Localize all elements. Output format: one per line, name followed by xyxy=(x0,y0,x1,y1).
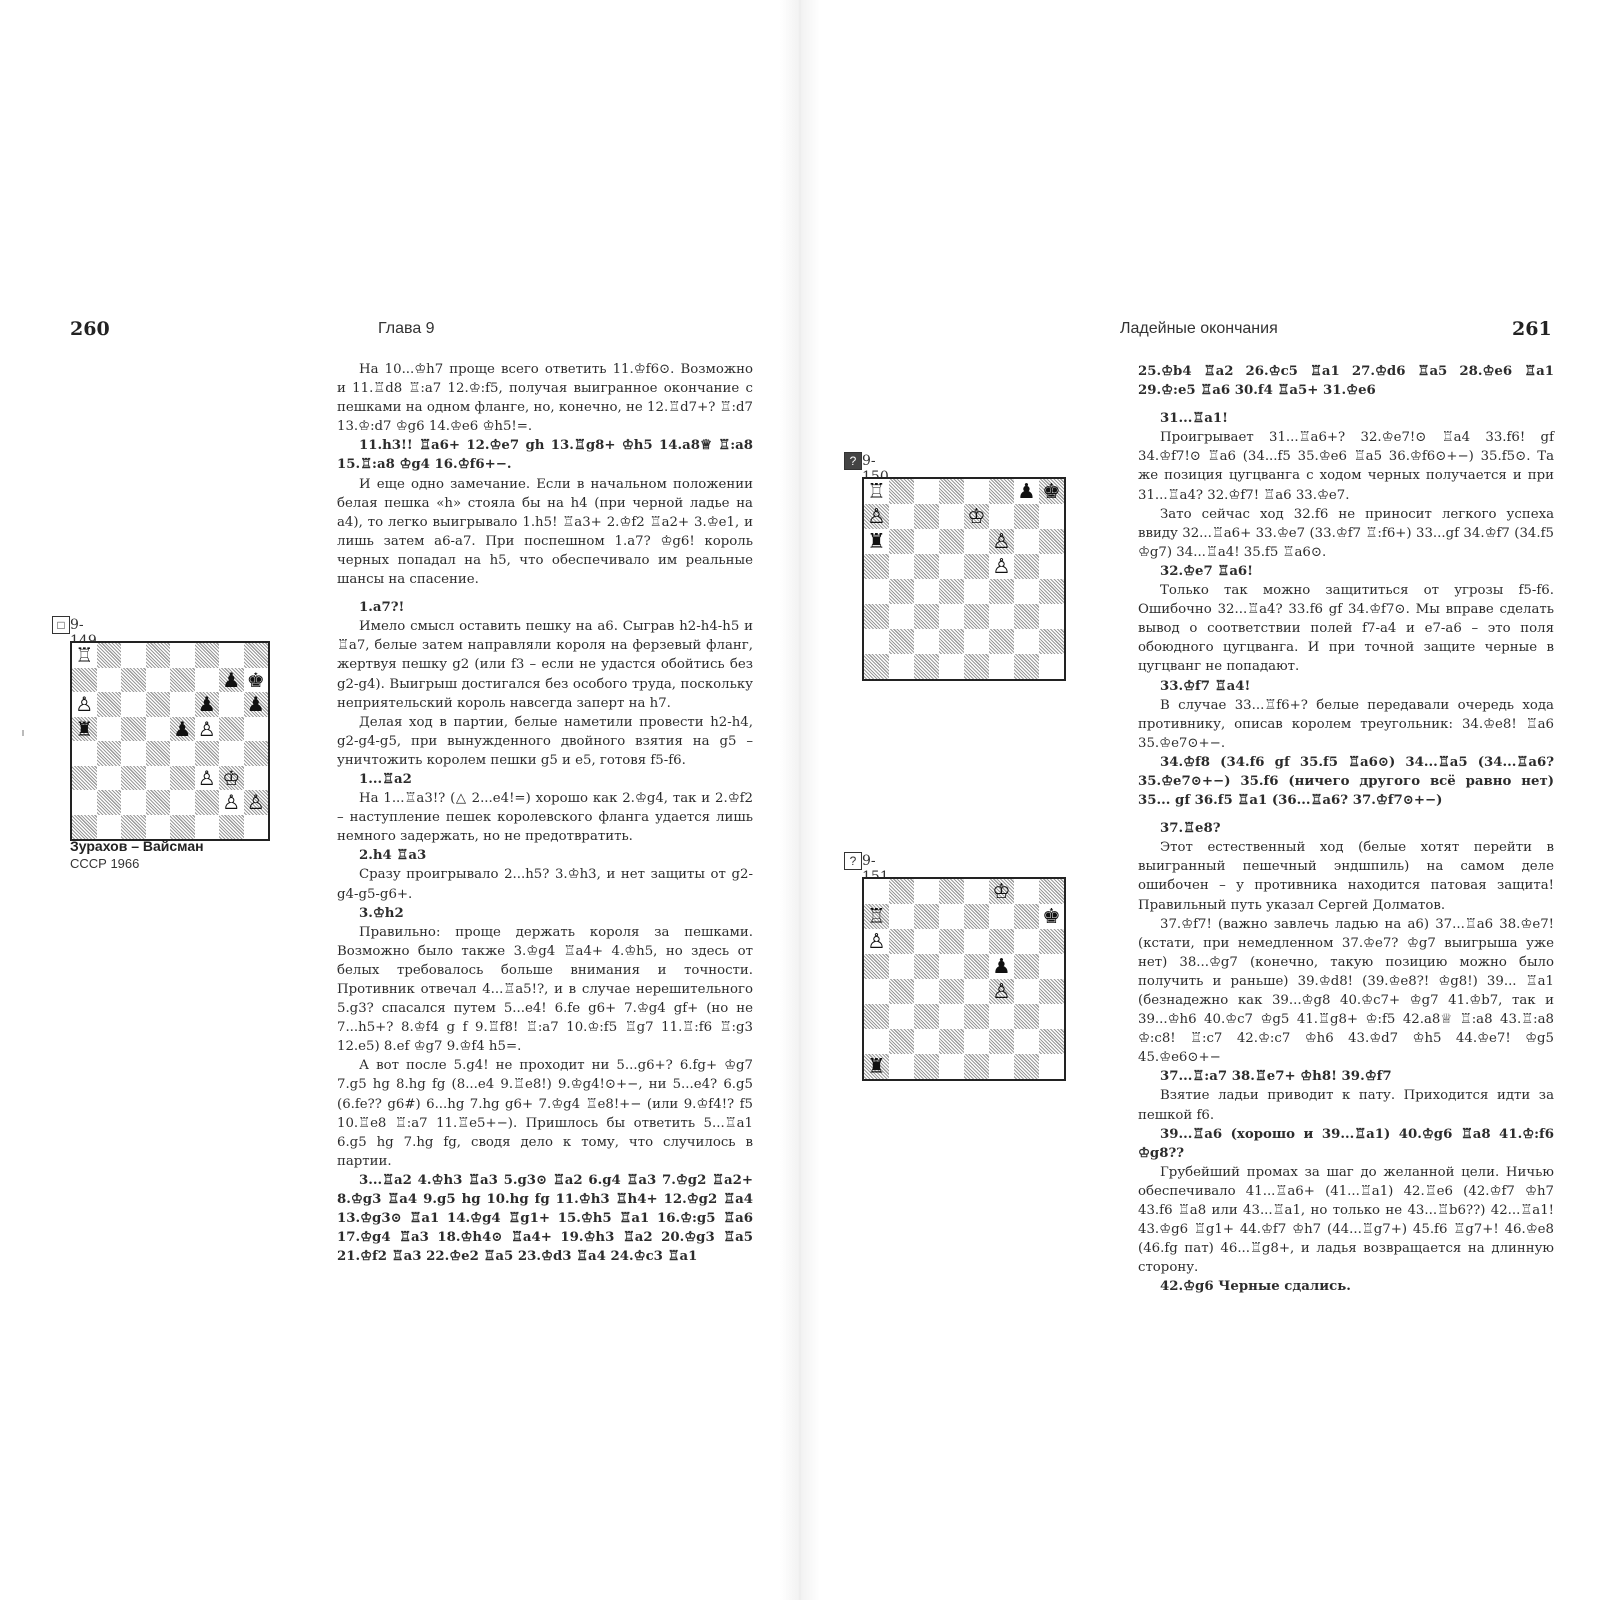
move-line: 31...♖a1! xyxy=(1160,411,1229,427)
board-square xyxy=(939,929,964,954)
board-square xyxy=(989,579,1014,604)
board-square xyxy=(889,1029,914,1054)
board-square xyxy=(939,579,964,604)
game-place-year: СССР 1966 xyxy=(70,856,140,871)
chess-piece-icon: ♙ xyxy=(992,979,1011,1004)
move-line: 34.♔f8 (34.f6 gf 35.f5 ♖a6⊙) 34...♖a5 (34...♖a6? 35.♔e7⊙+−) 35.f6 (ничего другого всё равно нет) 35... gf 36.f5 ♖a1 (36...♖a6? 37.♔f7⊙+−) xyxy=(1138,754,1554,809)
board-square xyxy=(146,643,171,668)
chess-piece-icon: ♙ xyxy=(197,765,216,790)
board-square xyxy=(219,643,244,668)
board-square xyxy=(914,629,939,654)
board-square xyxy=(195,815,220,840)
board-square xyxy=(1014,529,1039,554)
board-square xyxy=(939,879,964,904)
board-square xyxy=(889,604,914,629)
commentary-paragraph: И еще одно замечание. Если в начальном положении белая пешка «h» стояла бы на h4 (при черной ладье на a4), то легко выигрывало 1.h5! ♖a3+ 2.♔f2 ♖a2+ 3.♔e1, и лишь затем a6-a7. При поспешном 1.a7? ♔g6! король черных попадал на h5, что обеспечивало им реальные шансы на спасение. xyxy=(337,476,753,588)
board-square xyxy=(1014,579,1039,604)
board-square xyxy=(146,741,171,766)
board-square xyxy=(964,979,989,1004)
move-line: 1...♖a2 xyxy=(359,771,412,787)
chess-board xyxy=(70,641,270,841)
chess-piece-icon: ♔ xyxy=(967,504,986,529)
board-square xyxy=(97,643,122,668)
board-square xyxy=(170,692,195,717)
board-square xyxy=(170,643,195,668)
side-to-move-mark: ? xyxy=(844,452,862,470)
side-to-move-mark: ? xyxy=(844,852,862,870)
board-square xyxy=(1014,629,1039,654)
board-square xyxy=(864,879,889,904)
side-to-move-mark: □ xyxy=(52,616,70,634)
running-head-left: Глава 9 xyxy=(378,320,435,337)
board-square xyxy=(195,741,220,766)
board-square xyxy=(1014,1029,1039,1054)
move-line: 1.a7?! xyxy=(359,600,405,616)
board-square xyxy=(1014,554,1039,579)
board-square xyxy=(1014,604,1039,629)
chess-piece-icon: ♔ xyxy=(222,765,241,790)
board-square xyxy=(939,529,964,554)
board-square xyxy=(939,629,964,654)
board-square xyxy=(889,979,914,1004)
commentary-paragraph: 37.♔f7! (важно завлечь ладью на a6) 37...♖a6 38.♔e7! (кстати, при немедленном 37.♔e7? ♔g7 выигрыша уже нет) 38...♔g7 (конечно, такую позицию можно было получить и раньше) 39.♔d8! (39.♔e8?! ♔g8!) 39... ♖a1 (безнадежно как 39...♔g8 40.♔c7+ ♔g7 41.♔b7, так и 39...♔h6 40.♔c7 ♔g5 41.♖g8+ ♔:f5 42.a8♕ ♖:a8 43.♖:a8 ♔:c8! ♖:c7 42.♔:c7 ♔h6 43.♔d7 ♔h5 44.♔e7! ♔g5 45.♔e6⊙+− xyxy=(1138,916,1554,1066)
board-square xyxy=(1014,879,1039,904)
board-square xyxy=(914,904,939,929)
chess-piece-icon: ♚ xyxy=(1042,904,1061,929)
board-square xyxy=(964,904,989,929)
board-square xyxy=(989,1004,1014,1029)
board-square xyxy=(964,879,989,904)
commentary-paragraph: Правильно: проще держать короля за пешками. Возможно было также 3.♔g4 ♖a4+ 4.♔h5, но здесь от белых требовалось больше внимания и точности. Противник отвечал 4...♖a5!?, и в случае нерешительного 5.g3? спасался путем 5...e4! 6.fe g6+ 7.♔g4 gf+ (но не 7...h5+? 8.♔f4 g f 9.♖f8! ♖:a7 10.♔:f5 ♖g7 11.♖:f6 ♖:g3 12.e5) 8.ef ♔g7 9.♔f4 h5=. xyxy=(337,924,753,1055)
move-line: 37.♖e8? xyxy=(1160,821,1221,837)
commentary-paragraph: На 1...♖a3!? (△ 2...e4!=) хорошо как 2.♔g4, так и 2.♔f2 – наступление пешек королевского фланга удается лишь немного задержать, но не предотвратить. xyxy=(337,791,753,845)
board-square xyxy=(964,579,989,604)
board-square xyxy=(1039,579,1064,604)
chess-piece-icon: ♙ xyxy=(867,929,886,954)
board-square xyxy=(121,717,146,742)
board-square xyxy=(989,929,1014,954)
commentary-paragraph: Только так можно защититься от угрозы f5-f6. Ошибочно 32...♖a4? 33.f6 gf 34.♔f7⊙. Мы вправе сделать вывод о соответствии полей f7-a4 и e7-a6 – это поля обоюдного цугцванга. И при точной защите черные в цугцванг не попадают. xyxy=(1138,583,1554,675)
board-square xyxy=(964,954,989,979)
board-square xyxy=(1039,504,1064,529)
chess-piece-icon: ♟ xyxy=(173,716,192,741)
board-square xyxy=(864,1029,889,1054)
board-square xyxy=(1014,904,1039,929)
board-square xyxy=(864,579,889,604)
board-square xyxy=(989,1029,1014,1054)
board-square xyxy=(1014,979,1039,1004)
board-square xyxy=(939,504,964,529)
board-square xyxy=(97,766,122,791)
board-square xyxy=(964,479,989,504)
board-square xyxy=(989,479,1014,504)
board-square xyxy=(146,692,171,717)
board-square xyxy=(219,692,244,717)
board-square xyxy=(244,741,269,766)
board-square xyxy=(939,979,964,1004)
right-page xyxy=(810,0,1600,1600)
chess-piece-icon: ♚ xyxy=(246,667,265,692)
board-square xyxy=(889,629,914,654)
board-square xyxy=(914,504,939,529)
board-square xyxy=(914,954,939,979)
board-square xyxy=(72,668,97,693)
chess-piece-icon: ♖ xyxy=(867,479,886,504)
board-square xyxy=(864,979,889,1004)
board-square xyxy=(914,1004,939,1029)
board-square xyxy=(939,954,964,979)
page-number-left: 260 xyxy=(70,318,110,340)
board-square xyxy=(1039,979,1064,1004)
chess-piece-icon: ♙ xyxy=(992,554,1011,579)
board-square xyxy=(97,717,122,742)
move-line: 3...♖a2 4.♔h3 ♖a3 5.g3⊙ ♖a2 6.g4 ♖a3 7.♔g2 ♖a2+ 8.♔g3 ♖a4 9.g5 hg 10.hg fg 11.♔h3 ♖h4+ 12.♔g2 ♖a4 13.♔g3⊙ ♖a1 14.♔g4 ♖g1+ 15.♔h5 ♖a1 16.♔:g5 ♖a6 17.♔g4 ♖a3 18.♔h4⊙ ♖a4+ 19.♔h3 ♖a2 20.♔g3 ♖a5 21.♔f2 ♖a3 22.♔e2 ♖a5 23.♔d3 ♖a4 24.♔c3 ♖a1 xyxy=(337,1172,753,1265)
right-text-column xyxy=(1138,362,1554,1297)
chess-piece-icon: ♚ xyxy=(1042,479,1061,504)
board-square xyxy=(146,668,171,693)
board-square xyxy=(170,790,195,815)
board-square xyxy=(964,929,989,954)
board-square xyxy=(889,929,914,954)
chess-piece-icon: ♟ xyxy=(197,692,216,717)
board-square xyxy=(1039,629,1064,654)
board-square xyxy=(1039,1004,1064,1029)
chess-piece-icon: ♟ xyxy=(1017,479,1036,504)
board-square xyxy=(964,1054,989,1079)
board-square xyxy=(989,1054,1014,1079)
left-page xyxy=(0,0,790,1600)
chess-piece-icon: ♜ xyxy=(75,716,94,741)
commentary-paragraph: Делая ход в партии, белые наметили провести h2-h4, g2-g4-g5, при вынужденного двойного взятия на g5 – уничтожить королем пешки g5 и e5, готовя f5-f6. xyxy=(337,714,753,768)
commentary-paragraph: Проигрывает 31...♖a6+? 32.♔e7!⊙ ♖a4 33.f6! gf 34.♔f7!⊙ ♖a6 (34...f5 35.♔e6 ♖a5 36.♔f6⊙+−) 35.f5⊙. Та же позиция цугцванга с ходом черных получается и при 31...♖a4? 32.♔f7! ♖a6 33.♔e7. xyxy=(1138,430,1554,503)
commentary-paragraph: В случае 33...♖f6+? белые передавали очередь хода противнику, описав королем треугольник: 34.♔e8! ♖a6 35.♔e7⊙+−. xyxy=(1138,697,1554,751)
game-players: Зурахов – Вайсман xyxy=(70,838,204,854)
chess-piece-icon: ♟ xyxy=(246,692,265,717)
board-square xyxy=(964,654,989,679)
board-square xyxy=(889,654,914,679)
board-square xyxy=(939,1029,964,1054)
board-square xyxy=(864,954,889,979)
board-square xyxy=(889,1004,914,1029)
board-square xyxy=(121,766,146,791)
board-square xyxy=(1014,654,1039,679)
board-square xyxy=(1039,529,1064,554)
chess-piece-icon: ♙ xyxy=(867,504,886,529)
chess-piece-icon: ♜ xyxy=(867,1054,886,1079)
board-square xyxy=(1039,1029,1064,1054)
board-square xyxy=(72,790,97,815)
board-square xyxy=(889,1054,914,1079)
board-square xyxy=(170,741,195,766)
board-square xyxy=(889,879,914,904)
board-square xyxy=(121,815,146,840)
board-square xyxy=(146,815,171,840)
move-line: 3.♔h2 xyxy=(359,905,404,921)
move-line: 11.h3!! ♖a6+ 12.♔e7 gh 13.♖g8+ ♔h5 14.a8♕ ♖:a8 15.♖:a8 ♔g4 16.♔f6+−. xyxy=(337,438,753,473)
board-square xyxy=(97,815,122,840)
move-line: 37...♖:a7 38.♖e7+ ♔h8! 39.♔f7 xyxy=(1160,1069,1392,1085)
board-square xyxy=(939,1054,964,1079)
chess-piece-icon: ♟ xyxy=(992,954,1011,979)
chess-piece-icon: ♜ xyxy=(867,529,886,554)
chess-piece-icon: ♖ xyxy=(75,643,94,668)
board-square xyxy=(914,529,939,554)
board-square xyxy=(1039,954,1064,979)
board-square xyxy=(72,766,97,791)
board-square xyxy=(195,668,220,693)
running-head-right: Ладейные окончания xyxy=(1120,320,1278,337)
board-square xyxy=(889,954,914,979)
board-square xyxy=(864,1004,889,1029)
chess-piece-icon: ♙ xyxy=(75,692,94,717)
board-square xyxy=(1014,1004,1039,1029)
board-square xyxy=(914,1054,939,1079)
board-square xyxy=(1014,954,1039,979)
board-square xyxy=(864,604,889,629)
board-square xyxy=(146,766,171,791)
board-square xyxy=(244,766,269,791)
board-square xyxy=(889,554,914,579)
board-square xyxy=(170,815,195,840)
move-line: 39...♖a6 (хорошо и 39...♖a1) 40.♔g6 ♖a8 41.♔:f6 ♔g8?? xyxy=(1138,1126,1554,1161)
commentary-paragraph: Имело смысл оставить пешку на a6. Сыграв h2-h4-h5 и ♖a7, белые затем направляли короля на ферзевый фланг, жертвуя пешку g2 (или f3 – если не удастся обойтись без g2-g4). Выигрыш достигался без особого труда, поскольку неприятельский король навсегда заперт на h7. xyxy=(337,619,753,711)
chess-piece-icon: ♙ xyxy=(992,529,1011,554)
board-square xyxy=(170,766,195,791)
board-square xyxy=(1039,1054,1064,1079)
board-square xyxy=(121,741,146,766)
chess-piece-icon: ♙ xyxy=(246,790,265,815)
board-square xyxy=(1039,879,1064,904)
board-square xyxy=(964,604,989,629)
board-square xyxy=(914,979,939,1004)
board-square xyxy=(889,579,914,604)
board-square xyxy=(1014,929,1039,954)
board-square xyxy=(914,554,939,579)
board-square xyxy=(1014,504,1039,529)
board-square xyxy=(244,643,269,668)
board-square xyxy=(121,790,146,815)
board-square xyxy=(939,654,964,679)
commentary-paragraph: А вот после 5.g4! не проходит ни 5...g6+? 6.fg+ ♔g7 7.g5 hg 8.hg fg (8...e4 9.♖e8!) 9.♔g4!⊙+−, ни 5...e4? 6.g5 (6.fe?? g6#) 6...hg 7.hg g6+ 7.♔g4 ♖e8!+− (или 9.♔f4!? f5 10.♖e8 ♖:a7 11.♖e5+−). Пришлось бы ответить 5...♖a1 6.g5 hg 7.hg fg, сводя дело к тому, что случилось в партии. xyxy=(337,1058,753,1169)
board-square xyxy=(914,579,939,604)
board-square xyxy=(914,654,939,679)
commentary-paragraph: Грубейший промах за шаг до желанной цели. Ничью обеспечивало 41...♖a6+ (41...♖a1) 42.♖e6 (42.♔f7 ♔h7 43.f6 ♖a8 или 43...♖a1, но только не 43...♖b6??) 42...♖a1! 43.♔g6 ♖g1+ 44.♔f7 ♔h7 (44...♖g7+) 45.f6 ♖g7+! 46.♔e8 (46.fg пат) 46...♖g8+, и ладья возвращается на длинную сторону. xyxy=(1138,1164,1554,1276)
board-square xyxy=(889,504,914,529)
board-square xyxy=(964,529,989,554)
chess-piece-icon: ♔ xyxy=(992,879,1011,904)
board-square xyxy=(889,479,914,504)
board-square xyxy=(1039,554,1064,579)
board-square xyxy=(1039,929,1064,954)
board-square xyxy=(97,692,122,717)
commentary-paragraph: Сразу проигрывало 2...h5? 3.♔h3, и нет защиты от g2-g4-g5-g6+. xyxy=(337,867,753,902)
board-square xyxy=(914,929,939,954)
board-square xyxy=(146,717,171,742)
board-square xyxy=(864,654,889,679)
move-line: 33.♔f7 ♖a4! xyxy=(1160,678,1251,694)
board-square xyxy=(195,790,220,815)
chess-piece-icon: ♟ xyxy=(222,667,241,692)
board-square xyxy=(889,904,914,929)
board-square xyxy=(964,554,989,579)
board-square xyxy=(914,879,939,904)
board-square xyxy=(121,692,146,717)
chess-board xyxy=(862,877,1066,1081)
board-square xyxy=(939,904,964,929)
board-square xyxy=(219,741,244,766)
chess-piece-icon: ♖ xyxy=(867,904,886,929)
board-square xyxy=(914,479,939,504)
board-square xyxy=(219,815,244,840)
board-square xyxy=(964,629,989,654)
board-square xyxy=(72,741,97,766)
board-square xyxy=(914,1029,939,1054)
board-square xyxy=(989,629,1014,654)
board-square xyxy=(1039,654,1064,679)
board-square xyxy=(964,1029,989,1054)
commentary-paragraph: 42.♔g6 Черные сдались. xyxy=(1160,1279,1351,1295)
board-square xyxy=(97,668,122,693)
board-square xyxy=(244,815,269,840)
move-line: 2.h4 ♖a3 xyxy=(359,848,427,864)
board-square xyxy=(121,668,146,693)
chess-piece-icon: ♙ xyxy=(222,790,241,815)
board-square xyxy=(1039,604,1064,629)
board-square xyxy=(939,604,964,629)
board-square xyxy=(121,643,146,668)
board-square xyxy=(914,604,939,629)
board-square xyxy=(195,643,220,668)
board-square xyxy=(170,668,195,693)
board-square xyxy=(989,504,1014,529)
board-square xyxy=(244,717,269,742)
commentary-paragraph: На 10...♔h7 проще всего ответить 11.♔f6⊙. Возможно и 11.♖d8 ♖:a7 12.♔:f5, получая выигранное окончание с пешками на одном фланге, но, конечно, не 12.♖d7+? ♖:d7 13.♔:d7 ♔g6 14.♔e6 ♔h5!=. xyxy=(337,362,753,435)
board-square xyxy=(964,1004,989,1029)
board-square xyxy=(219,717,244,742)
commentary-paragraph: Этот естественный ход (белые хотят перейти в выигранный пешечный эндшпиль) на самом деле ошибочен – у противника находится патовая защита! Правильный путь указал Сергей Долматов. xyxy=(1138,840,1554,913)
board-square xyxy=(889,529,914,554)
board-square xyxy=(864,554,889,579)
diagram-label: 9- xyxy=(862,453,876,469)
board-square xyxy=(939,1004,964,1029)
diagram-label: 9- xyxy=(70,617,84,633)
board-square xyxy=(989,904,1014,929)
move-line: 25.♔b4 ♖a2 26.♔c5 ♖a1 27.♔d6 ♖a5 28.♔e6 ♖a1 29.♔:e5 ♖a6 30.f4 ♖a5+ 31.♔e6 xyxy=(1138,364,1554,399)
board-square xyxy=(97,741,122,766)
board-square xyxy=(939,554,964,579)
board-square xyxy=(864,629,889,654)
board-square xyxy=(146,790,171,815)
board-square xyxy=(1014,1054,1039,1079)
left-text-column xyxy=(337,360,753,1266)
move-line: 32.♔e7 ♖a6! xyxy=(1160,563,1254,579)
board-square xyxy=(97,790,122,815)
board-square xyxy=(72,815,97,840)
board-square xyxy=(939,479,964,504)
chess-board xyxy=(862,477,1066,681)
commentary-paragraph: Взятие ладьи приводит к пату. Приходится идти за пешкой f6. xyxy=(1138,1088,1554,1123)
commentary-paragraph: Зато сейчас ход 32.f6 не приносит легкого успеха ввиду 32...♖a6+ 33.♔e7 (33.♔f7 ♖:f6+) 33...gf 34.♔f7 (34.f5 ♔g7) 34...♖a4! 35.f5 ♖a6⊙. xyxy=(1138,506,1554,560)
chess-piece-icon: ♙ xyxy=(197,716,216,741)
board-square xyxy=(989,604,1014,629)
page-number-right: 261 xyxy=(1512,318,1552,340)
diagram-label: 9- xyxy=(862,853,876,869)
board-square xyxy=(989,654,1014,679)
